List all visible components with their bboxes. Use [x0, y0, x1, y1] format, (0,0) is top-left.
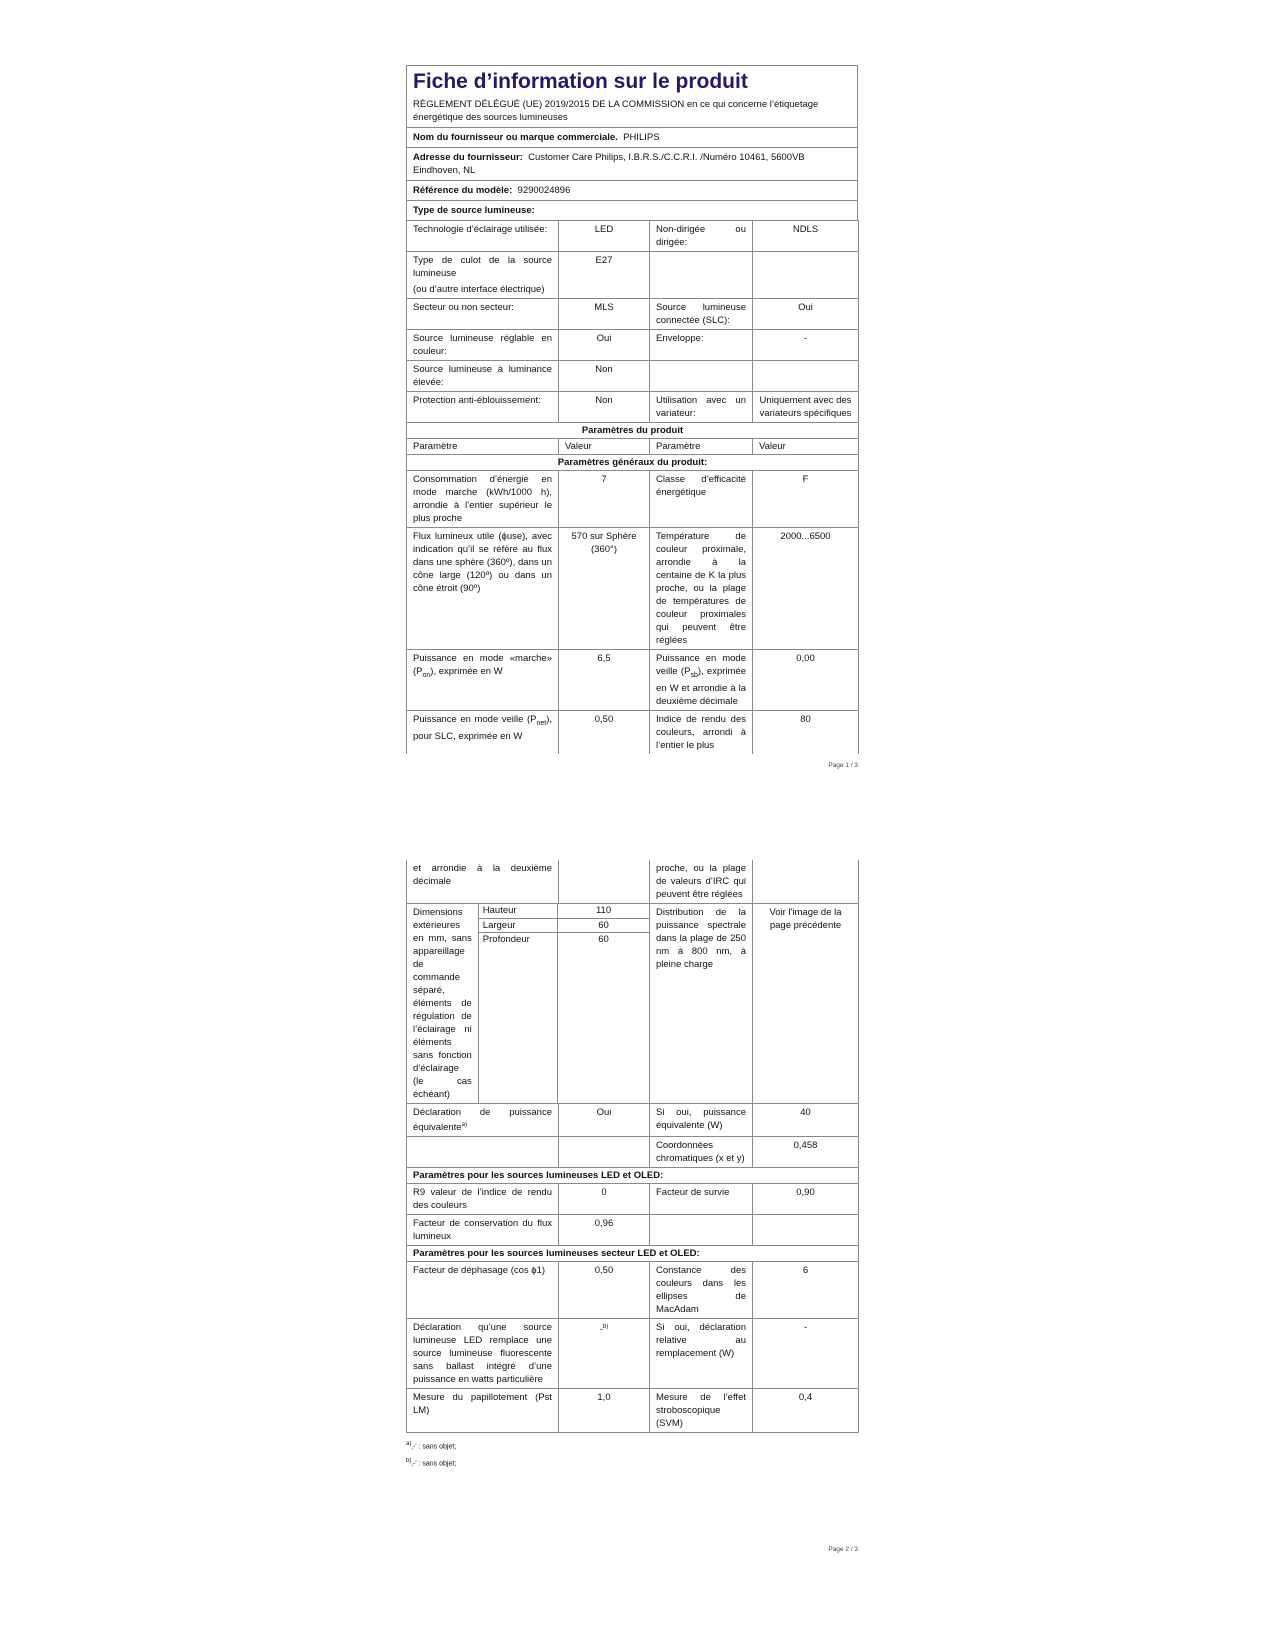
section-header-row	[407, 455, 859, 471]
supplier-name-label: Nom du fournisseur ou marque commerciale.	[413, 132, 618, 143]
cell-label: Coordonnées chromatiques (x et y)	[650, 1137, 753, 1168]
cell-label	[650, 361, 753, 392]
cell-value	[559, 860, 650, 904]
footnote-text: ‚-' : sans objet;	[411, 1443, 457, 1451]
dim-name: Hauteur	[478, 904, 557, 918]
cell-label: Source lumineuse connectée (SLC):	[650, 299, 753, 330]
cell-label-line: Type de culot de la source lumineuse	[413, 255, 552, 279]
cell-label	[650, 650, 753, 711]
cell-value	[559, 1319, 650, 1389]
cell-value: 0,50	[559, 1262, 650, 1319]
cell-value: Uniquement avec des variateurs spécifiques	[753, 392, 859, 423]
text: Puissance en mode veille (P	[656, 653, 746, 677]
cell-value: Oui	[559, 330, 650, 361]
subscript: on	[422, 671, 431, 679]
cell-label: Non-dirigée ou dirigée:	[650, 221, 753, 252]
mains-header: Paramètres pour les sources lumineuses secteur LED et OLED:	[407, 1246, 859, 1262]
cell-value	[559, 1137, 650, 1168]
table-row	[407, 1184, 859, 1215]
supplier-name-row	[407, 128, 857, 148]
cell-label: Température de couleur proximale, arrondie à la centaine de K la plus proche, ou la plage de températures de couleur proximales qui peuvent être réglées	[650, 528, 753, 650]
table-row	[407, 299, 859, 330]
table-row	[407, 1215, 859, 1246]
cell-value: Oui	[559, 1104, 650, 1137]
cell-label: Si oui, puissance équivalente (W)	[650, 1104, 753, 1137]
supplier-address-row	[407, 148, 857, 181]
cell-value: -	[753, 1319, 859, 1389]
params-header: Paramètres du produit	[407, 423, 859, 439]
cell-value	[753, 361, 859, 392]
cell-label	[650, 1215, 753, 1246]
table-row	[407, 1319, 859, 1389]
product-table-page2	[406, 860, 859, 1433]
cell-value: 80	[753, 710, 859, 754]
footnote-marker: a)	[406, 1441, 412, 1448]
model-value: 9290024896	[517, 185, 571, 196]
cell-value: 2000...6500	[753, 528, 859, 650]
cell-value: LED	[559, 221, 650, 252]
cell-value: MLS	[559, 299, 650, 330]
cell-label: Flux lumineux utile (ϕuse), avec indication qu’il se réfère au flux dans une sphère (360º), dans un cône large (120º) ou dans un cône étroit (90º)	[407, 528, 559, 650]
cell-label: Facteur de survie	[650, 1184, 753, 1215]
cell-label	[407, 1137, 559, 1168]
cell-label-line: (ou d’autre interface électrique)	[413, 284, 545, 295]
cell-label: Facteur de conservation du flux lumineux	[407, 1215, 559, 1246]
cell-value: 1,0	[559, 1389, 650, 1433]
cell-label: Facteur de déphasage (cos ϕ1)	[407, 1262, 559, 1319]
cell-value	[753, 860, 859, 904]
table-row	[407, 860, 859, 904]
cell-label: Si oui, déclaration relative au remplacement (W)	[650, 1319, 753, 1389]
cell-value: 570 sur Sphère (360°)	[559, 528, 650, 650]
cell-label: Source lumineuse réglable en couleur:	[407, 330, 559, 361]
page-number: Page 2 / 3	[828, 1546, 858, 1553]
cell-value: E27	[559, 252, 650, 299]
cell-value: 40	[753, 1104, 859, 1137]
subscript: net	[536, 719, 547, 727]
dim-name: Largeur	[478, 918, 557, 932]
page-1	[406, 65, 858, 769]
table-row	[407, 1262, 859, 1319]
cell-value: F	[753, 471, 859, 528]
table-row	[407, 904, 859, 1104]
footnotes	[406, 1437, 858, 1472]
page-number: Page 1 / 3	[828, 762, 858, 769]
header-box	[406, 65, 858, 220]
cell-label: Mesure du papillotement (Pst LM)	[407, 1389, 559, 1433]
col-header-param: Paramètre	[407, 439, 559, 455]
text: Puissance en mode «marche» (P	[413, 653, 552, 677]
subscript: sb	[690, 671, 698, 679]
table-row	[407, 1137, 859, 1168]
cell-label: Protection anti-éblouissement:	[407, 392, 559, 423]
cell-label: Constance des couleurs dans les ellipses de MacAdam	[650, 1262, 753, 1319]
cell-label	[407, 1104, 559, 1137]
dimensions-label: Dimensions extérieures en mm, sans appareillage de commande séparé, éléments de régulation de l’éclairage ni éléments sans fonction d’éclairage (le cas échéant)	[407, 904, 478, 1103]
table-row	[407, 1104, 859, 1137]
dim-value: 110	[558, 904, 649, 918]
text: -	[599, 1324, 603, 1336]
superscript: a)	[461, 1122, 467, 1128]
cell-value: 0,00	[753, 650, 859, 711]
cell-label	[407, 710, 559, 754]
footnote-b	[406, 1454, 858, 1471]
col-header-value: Valeur	[753, 439, 859, 455]
regulation-text: RÈGLEMENT DÉLÉGUÉ (UE) 2019/2015 DE LA COMMISSION en ce qui concerne l’étiquetage énergétique des sources lumineuses	[407, 96, 857, 128]
cell-label: Classe d’efficacité énergétique	[650, 471, 753, 528]
text: Déclaration de puissance équivalente	[413, 1107, 552, 1134]
cell-value	[753, 1215, 859, 1246]
cell-label: Déclaration qu’une source lumineuse LED remplace une source lumineuse fluorescente sans ballast intégré d’une puissance en watts particulière	[407, 1319, 559, 1389]
cell-value: 7	[559, 471, 650, 528]
cell-value: 6,5	[559, 650, 650, 711]
cell-label: Source lumineuse à luminance élevée:	[407, 361, 559, 392]
cell-value: 6	[753, 1262, 859, 1319]
cell-label: Enveloppe:	[650, 330, 753, 361]
cell-label: Utilisation avec un variateur:	[650, 392, 753, 423]
table-row	[407, 650, 859, 711]
cell-label	[407, 650, 559, 711]
cell-label: Technologie d’éclairage utilisée:	[407, 221, 559, 252]
cell-value: 0,96	[559, 1215, 650, 1246]
footnote-a	[406, 1437, 858, 1454]
cell-value: 0,4	[753, 1389, 859, 1433]
product-table-page1	[406, 220, 859, 754]
cell-value: Non	[559, 392, 650, 423]
col-header-value: Valeur	[559, 439, 650, 455]
table-row	[407, 471, 859, 528]
cell-label: Mesure de l’effet stroboscopique (SVM)	[650, 1389, 753, 1433]
footnote-marker: b)	[406, 1458, 412, 1465]
cell-value: 0,458	[753, 1137, 859, 1168]
light-type-label: Type de source lumineuse:	[413, 205, 535, 216]
supplier-address-value: Customer Care Philips, I.B.R.S./C.C.R.I. /Numéro 10461, 5600VB Eindhoven, NL	[413, 152, 805, 176]
cell-value	[753, 252, 859, 299]
dimensions-table	[407, 904, 649, 1103]
cell-label	[407, 252, 559, 299]
cell-label: proche, ou la plage de valeurs d’IRC qui peuvent être réglées	[650, 860, 753, 904]
cell-value: 0,50	[559, 710, 650, 754]
text: ), exprimée en W et arrondie à la deuxième décimale	[656, 666, 746, 707]
section-header-row	[407, 1246, 859, 1262]
cell-value: Non	[559, 361, 650, 392]
dim-value: 60	[558, 918, 649, 932]
model-label: Référence du modèle:	[413, 185, 513, 196]
col-header-param: Paramètre	[650, 439, 753, 455]
text: Puissance en mode veille (P	[413, 713, 537, 725]
cell-label: et arrondie à la deuxième décimale	[407, 860, 559, 904]
superscript: b)	[602, 1324, 609, 1331]
led-header: Paramètres pour les sources lumineuses LED et OLED:	[407, 1168, 859, 1184]
text: ), exprimée en W	[430, 666, 503, 677]
text: ), pour SLC, exprimée en W	[413, 713, 552, 742]
model-row	[407, 181, 857, 201]
footnote-text: ‚-' : sans objet;	[411, 1460, 457, 1468]
cell-label: Secteur ou non secteur:	[407, 299, 559, 330]
supplier-name-value: PHILIPS	[623, 132, 660, 143]
document-title: Fiche d’information sur le produit	[413, 70, 748, 93]
dim-value: 60	[598, 933, 609, 945]
cell-value: 0	[559, 1184, 650, 1215]
section-header-row	[407, 1168, 859, 1184]
cell-value: 0,90	[753, 1184, 859, 1215]
cell-label: Indice de rendu des couleurs, arrondi à l’entier le plus	[650, 710, 753, 754]
table-row	[407, 330, 859, 361]
dim-name: Profondeur	[478, 932, 557, 1103]
table-row	[407, 528, 859, 650]
table-row	[407, 221, 859, 252]
table-row	[407, 252, 859, 299]
cell-label: Distribution de la puissance spectrale dans la plage de 250 nm à 800 nm, à pleine charge	[650, 904, 753, 1104]
cell-label: Consommation d’énergie en mode marche (kWh/1000 h), arrondie à l’entier supérieur le plus proche	[407, 471, 559, 528]
table-row	[407, 361, 859, 392]
cell-value: Voir l'image de la page précédente	[753, 904, 859, 1104]
cell-label: R9 valeur de l’indice de rendu des couleurs	[407, 1184, 559, 1215]
table-row	[407, 710, 859, 754]
dimensions-cell	[407, 904, 650, 1104]
cell-value: NDLS	[753, 221, 859, 252]
general-header: Paramètres généraux du produit:	[407, 455, 859, 471]
table-row	[407, 1389, 859, 1433]
supplier-address-label: Adresse du fournisseur:	[413, 152, 523, 163]
section-header-row	[407, 423, 859, 439]
cell-value: -	[753, 330, 859, 361]
table-row	[407, 392, 859, 423]
cell-label	[650, 252, 753, 299]
column-header-row	[407, 439, 859, 455]
cell-value: Oui	[753, 299, 859, 330]
page-2	[406, 860, 858, 1553]
